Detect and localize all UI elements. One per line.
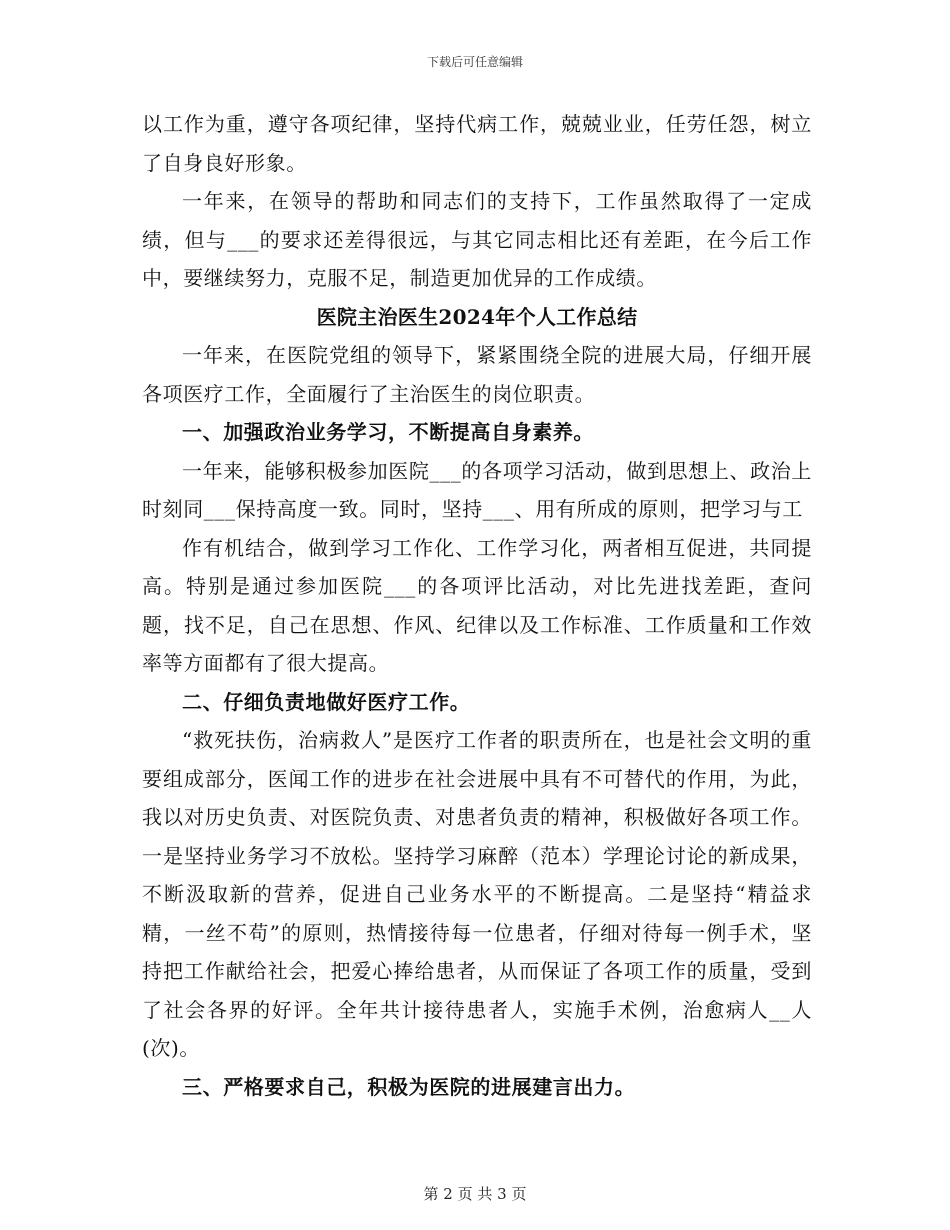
body-paragraph: “救死扶伤，治病救人”是医疗工作者的职责所在，也是社会文明的重要组成部分，医闻工作的进步在社会进展中具有不可替代的作用，为此，我以对历史负责、对医院负责、对患者负责的精神，积极做好各项工作。一是坚持业务学习不放松。坚持学习麻醉（范本）学理论讨论的新成果，不断汲取新的营养，促进自己业务水平的不断提高。二是坚持“精益求精，一丝不苟”的原则，热情接待每一位患者，仔细对待每一例手术，坚持把工作献给社会，把爱心捧给患者，从而保证了各项工作的质量，受到了社会各界的好评。全年共计接待患者人，实施手术例，治愈病人__人(次)。 [142, 728, 812, 1060]
document-body [142, 105, 812, 1106]
section-heading: 三、严格要求自己，积极为医院的进展建言出力。 [182, 1074, 636, 1099]
body-paragraph: 作有机结合，做到学习工作化、工作学习化，两者相互促进，共同提高。特别是通过参加医院___的各项评比活动，对比先进找差距，查问题，找不足，自己在思想、作风、纪律以及工作标准、工作质量和工作效率等方面都有了很大提高。 [142, 535, 812, 675]
body-paragraph: 一年来，能够积极参加医院___的各项学习活动，做到思想上、政治上时刻同___保持高度一致。同时，坚持___、用有所成的原则，把学习与工 [142, 458, 812, 521]
section-heading: 一、加强政治业务学习，不断提高自身素养。 [182, 420, 594, 444]
page-header: 下载后可任意编辑 [426, 55, 523, 69]
body-paragraph: 一年来，在医院党组的领导下，紧紧围绕全院的进展大局，仔细开展各项医疗工作，全面履行了主治医生的岗位职责。 [142, 343, 812, 406]
section-title: 医院主治医生2024年个人工作总结 [316, 304, 638, 329]
body-paragraph: 一年来，在领导的帮助和同志们的支持下，工作虽然取得了一定成绩，但与___的要求还差得很远，与其它同志相比还有差距，在今后工作中，要继续努力，克服不足，制造更加优异的工作成绩。 [142, 189, 812, 290]
section-heading: 二、仔细负责地做好医疗工作。 [182, 689, 471, 714]
body-paragraph: 以工作为重，遵守各项纪律，坚持代病工作，兢兢业业，任劳任怨，树立了自身良好形象。 [142, 112, 812, 175]
page-footer: 第 2 页 共 3 页 [423, 1185, 527, 1203]
